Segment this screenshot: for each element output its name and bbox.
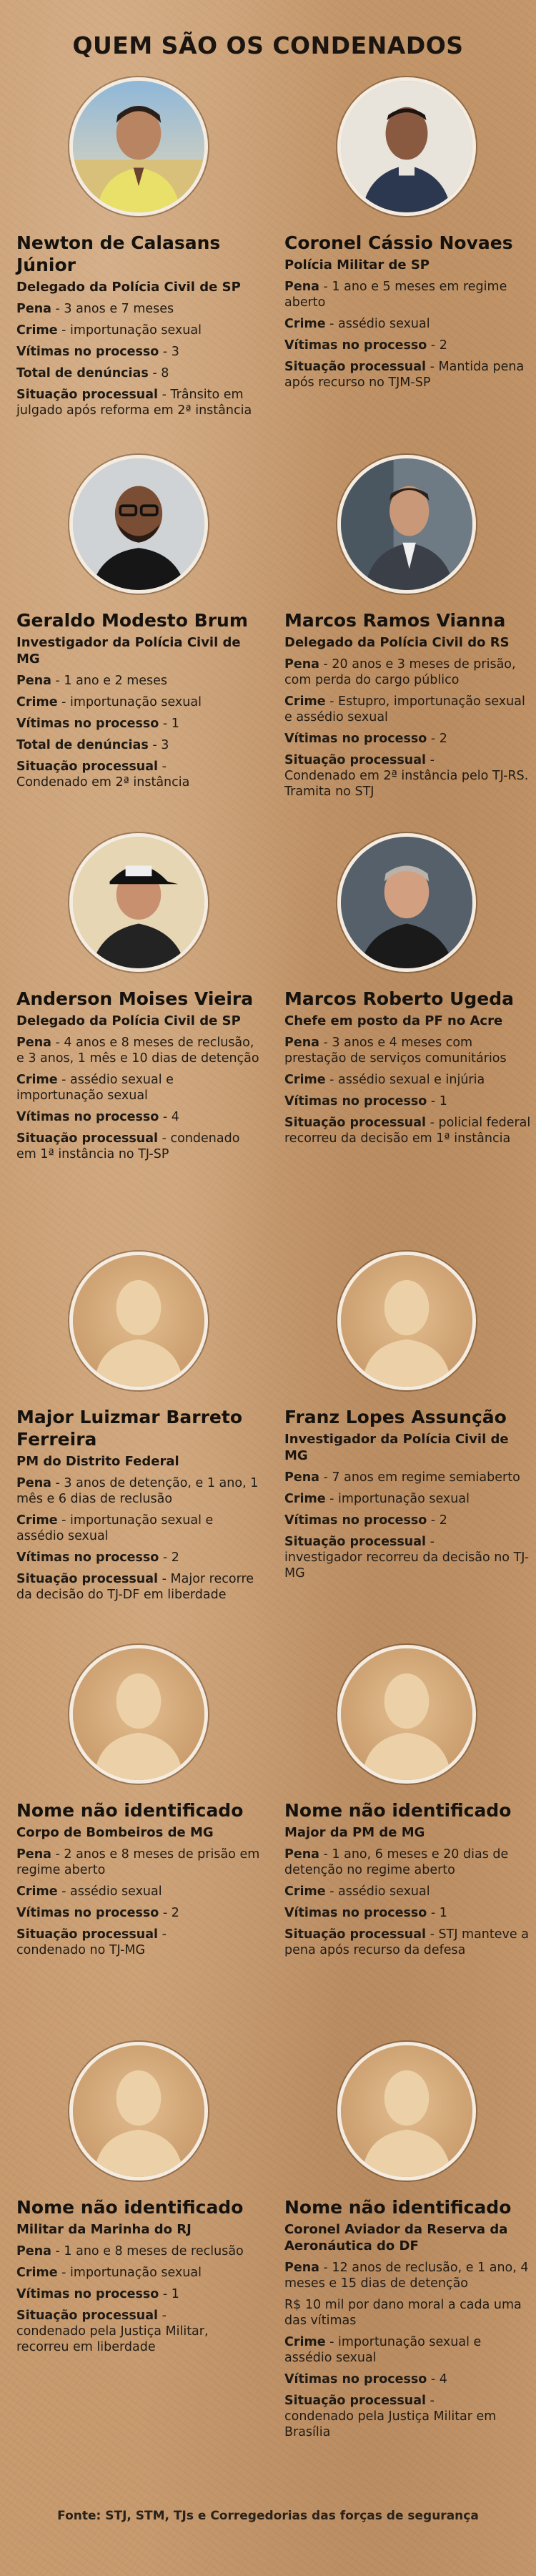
label-vitimas: Vítimas no processo (16, 2287, 159, 2301)
pena-value: 3 anos e 4 meses com prestação de serviços comunitários (284, 1036, 507, 1066)
person-card: Geraldo Modesto Brum Investigador da Polícia Civil de MG Pena - 1 ano e 2 meses Crime - importunação sexual Vítimas no processo - 1 Total de denúncias - 3 Situação processual - Condenado em 2ª instância (16, 455, 263, 790)
person-card: Anderson Moises Vieira Delegado da Polícia Civil de SP Pena - 4 anos e 8 meses de reclusão, e 3 anos, 1 mês e 10 dias de detenção Crime - assédio sexual e importunação sexual Vítimas no processo - 4 Situação processual - condenado em 1ª instância no TJ-SP (16, 833, 263, 1162)
label-pena: Pena (284, 657, 319, 672)
label-crime: Crime (284, 1492, 326, 1506)
vitimas-value: 1 (171, 717, 179, 731)
situacao-value: investigador recorreu da decisão no TJ-MG (284, 1550, 530, 1580)
person-name: Anderson Moises Vieira (16, 988, 254, 1009)
person-role: Delegado da Polícia Civil de SP (16, 280, 241, 295)
person-photo-icon (341, 458, 472, 590)
label-pena: Pena (16, 1036, 51, 1050)
crime-value: assédio sexual (70, 1884, 162, 1899)
person-silhouette-icon (73, 2045, 204, 2177)
label-pena: Pena (284, 1470, 319, 1485)
person-silhouette-icon (73, 1255, 204, 1387)
person-card: Nome não identificado Major da PM de MG Pena - 1 ano, 6 meses e 20 dias de detenção no regime aberto Crime - assédio sexual Vítimas no processo - 1 Situação processual - STJ manteve a pena após recurso da defesa (284, 1645, 531, 1958)
label-crime: Crime (16, 323, 58, 338)
person-name: Newton de Calasans Júnior (16, 232, 221, 275)
pena-value: 3 anos e 7 meses (64, 302, 174, 316)
pena-value: 12 anos de reclusão, e 1 ano, 4 meses e 15 dias de detenção (284, 2261, 529, 2291)
crime-value: assédio sexual (338, 1884, 430, 1899)
label-situacao: Situação processual (16, 1131, 159, 1146)
label-situacao: Situação processual (284, 2394, 427, 2408)
label-situacao: Situação processual (284, 1116, 427, 1130)
pena-value: 3 anos de detenção, e 1 ano, 1 mês e 6 dias de reclusão (16, 1476, 259, 1506)
person-name: Nome não identificado (284, 1800, 512, 1821)
person-role: Investigador da Polícia Civil de MG (284, 1432, 509, 1463)
crime-value: importunação sexual (70, 2266, 202, 2280)
extra-value: R$ 10 mil por dano moral a cada uma das vítimas (284, 2298, 522, 2328)
portrait-photo (69, 77, 208, 216)
portrait-photo (337, 77, 476, 216)
person-card: Major Luizmar Barreto Ferreira PM do Distrito Federal Pena - 3 anos de detenção, e 1 ano, 1 mês e 6 dias de reclusão Crime - importunação sexual e assédio sexual Vítimas no processo - 2 Situação processual - Major recorre da decisão do TJ-DF em liberdade (16, 1252, 263, 1603)
pena-value: 2 anos e 8 meses de prisão em regime aberto (16, 1847, 260, 1877)
label-situacao: Situação processual (16, 1927, 159, 1942)
label-crime: Crime (284, 1884, 326, 1899)
label-vitimas: Vítimas no processo (16, 1110, 159, 1124)
label-pena: Pena (16, 674, 51, 688)
label-pena: Pena (284, 1036, 319, 1050)
person-card: Newton de Calasans Júnior Delegado da Polícia Civil de SP Pena - 3 anos e 7 meses Crime - importunação sexual Vítimas no processo - 3 Total de denúncias - 8 Situação processual - Trânsito em julgado após reforma em 2ª instância (16, 77, 263, 418)
person-card: Nome não identificado Militar da Marinha do RJ Pena - 1 ano e 8 meses de reclusão Crime - importunação sexual Vítimas no processo - 1 Situação processual - condenado pela Justiça Militar, recorreu em liberdade (16, 2042, 263, 2355)
label-crime: Crime (16, 1073, 58, 1087)
situacao-value: condenado no TJ-MG (16, 1943, 146, 1957)
label-vitimas: Vítimas no processo (16, 717, 159, 731)
person-role: Corpo de Bombeiros de MG (16, 1825, 214, 1840)
vitimas-value: 1 (171, 2287, 179, 2301)
label-pena: Pena (284, 1847, 319, 1862)
label-vitimas: Vítimas no processo (16, 1550, 159, 1565)
person-name: Major Luizmar Barreto Ferreira (16, 1407, 242, 1450)
label-situacao: Situação processual (16, 1572, 159, 1586)
label-crime: Crime (16, 1513, 58, 1528)
label-situacao: Situação processual (16, 759, 159, 774)
person-name: Marcos Ramos Vianna (284, 610, 506, 631)
label-vitimas: Vítimas no processo (16, 345, 159, 359)
person-role: Major da PM de MG (284, 1825, 425, 1840)
label-crime: Crime (16, 1884, 58, 1899)
person-card: Nome não identificado Corpo de Bombeiros de MG Pena - 2 anos e 8 meses de prisão em regime aberto Crime - assédio sexual Vítimas no processo - 2 Situação processual - condenado no TJ-MG (16, 1645, 263, 1958)
portrait-placeholder (337, 1252, 476, 1390)
person-silhouette-icon (341, 1255, 472, 1387)
situacao-value: Mantida pena após recurso no TJM-SP (284, 360, 525, 390)
situacao-value: Trânsito em julgado após reforma em 2ª instância (16, 388, 252, 418)
person-role: Militar da Marinha do RJ (16, 2222, 192, 2237)
label-pena: Pena (16, 2244, 51, 2258)
person-name: Marcos Roberto Ugeda (284, 988, 515, 1009)
source-note: Fonte: STJ, STM, TJs e Corregedorias das forças de segurança (57, 2509, 479, 2523)
pena-value: 20 anos e 3 meses de prisão, com perda do cargo público (284, 657, 516, 687)
label-vitimas: Vítimas no processo (284, 1513, 427, 1528)
label-situacao: Situação processual (16, 2309, 159, 2323)
person-card: Coronel Cássio Novaes Polícia Militar de SP Pena - 1 ano e 5 meses em regime aberto Crime - assédio sexual Vítimas no processo - 2 Situação processual - Mantida pena após recurso no TJM-SP (284, 77, 531, 390)
crime-value: assédio sexual e importunação sexual (16, 1073, 174, 1103)
label-crime: Crime (284, 2335, 326, 2349)
person-silhouette-icon (341, 2045, 472, 2177)
portrait-photo (337, 455, 476, 594)
situacao-value: condenado pela Justiça Militar, recorreu em liberdade (16, 2324, 209, 2354)
label-situacao: Situação processual (284, 1535, 427, 1549)
portrait-placeholder (337, 2042, 476, 2181)
label-situacao: Situação processual (284, 360, 427, 374)
person-silhouette-icon (73, 1648, 204, 1780)
person-photo-icon (73, 458, 204, 590)
label-crime: Crime (284, 317, 326, 331)
person-role: Coronel Aviador da Reserva da Aeronáutica do DF (284, 2222, 508, 2253)
crime-value: importunação sexual e assédio sexual (16, 1513, 214, 1543)
label-crime: Crime (284, 1073, 326, 1087)
person-photo-icon (341, 81, 472, 212)
pena-value: 1 ano e 2 meses (64, 674, 168, 688)
portrait-placeholder (69, 1645, 208, 1784)
label-crime: Crime (284, 694, 326, 709)
label-crime: Crime (16, 695, 58, 709)
situacao-value: STJ manteve a pena após recurso da defesa (284, 1927, 529, 1957)
person-card: Marcos Roberto Ugeda Chefe em posto da PF no Acre Pena - 3 anos e 4 meses com prestação de serviços comunitários Crime - assédio sexual e injúria Vítimas no processo - 1 Situação processual - policial federal recorreu da decisão em 1ª instância (284, 833, 531, 1146)
person-silhouette-icon (341, 1648, 472, 1780)
vitimas-value: 3 (171, 345, 179, 359)
denuncias-value: 8 (161, 366, 169, 380)
vitimas-value: 4 (439, 2372, 447, 2386)
crime-value: Estupro, importunação sexual e assédio sexual (284, 694, 525, 724)
label-denuncias: Total de denúncias (16, 366, 149, 380)
pena-value: 1 ano e 5 meses em regime aberto (284, 280, 507, 310)
pena-value: 1 ano e 8 meses de reclusão (64, 2244, 244, 2258)
person-name: Geraldo Modesto Brum (16, 610, 248, 631)
vitimas-value: 2 (439, 338, 447, 353)
vitimas-value: 2 (171, 1906, 179, 1920)
person-role: Investigador da Polícia Civil de MG (16, 635, 241, 667)
person-name: Nome não identificado (16, 1800, 244, 1821)
crime-value: importunação sexual e assédio sexual (284, 2335, 482, 2365)
portrait-placeholder (69, 2042, 208, 2181)
crime-value: assédio sexual (338, 317, 430, 331)
person-role: Delegado da Polícia Civil do RS (284, 635, 510, 650)
person-card: Marcos Ramos Vianna Delegado da Polícia Civil do RS Pena - 20 anos e 3 meses de prisão, com perda do cargo público Crime - Estupro, importunação sexual e assédio sexual Vítimas no processo - 2 Situação processual - Condenado em 2ª instância pelo TJ-RS. Tramita no STJ (284, 455, 531, 800)
person-card: Franz Lopes Assunção Investigador da Polícia Civil de MG Pena - 7 anos em regime semiaberto Crime - importunação sexual Vítimas no processo - 2 Situação processual - investigador recorreu da decisão no TJ-MG (284, 1252, 531, 1581)
person-name: Coronel Cássio Novaes (284, 232, 513, 253)
portrait-placeholder (69, 1252, 208, 1390)
person-card: Nome não identificado Coronel Aviador da Reserva da Aeronáutica do DF Pena - 12 anos de reclusão, e 1 ano, 4 meses e 15 dias de detenção R$ 10 mil por dano moral a cada uma das vítimas Crime - importunação sexual e assédio sexual Vítimas no processo - 4 Situação processual - condenado pela Justiça Militar em Brasília (284, 2042, 531, 2440)
label-denuncias: Total de denúncias (16, 738, 149, 752)
person-role: Delegado da Polícia Civil de SP (16, 1013, 241, 1028)
label-pena: Pena (284, 2261, 319, 2275)
portrait-photo (69, 833, 208, 972)
person-name: Nome não identificado (284, 2197, 512, 2218)
situacao-value: policial federal recorreu da decisão em 1ª instância (284, 1116, 531, 1146)
person-photo-icon (73, 81, 204, 212)
crime-value: importunação sexual (70, 323, 202, 338)
crime-value: assédio sexual e injúria (338, 1073, 485, 1087)
label-pena: Pena (16, 1476, 51, 1490)
label-vitimas: Vítimas no processo (284, 1906, 427, 1920)
portrait-photo (337, 833, 476, 972)
pena-value: 4 anos e 8 meses de reclusão, e 3 anos, 1 mês e 10 dias de detenção (16, 1036, 259, 1066)
label-vitimas: Vítimas no processo (16, 1906, 159, 1920)
label-vitimas: Vítimas no processo (284, 1094, 427, 1108)
label-vitimas: Vítimas no processo (284, 338, 427, 353)
situacao-value: Major recorre da decisão do TJ-DF em liberdade (16, 1572, 254, 1602)
pena-value: 7 anos em regime semiaberto (332, 1470, 520, 1485)
label-pena: Pena (16, 1847, 51, 1862)
person-name: Nome não identificado (16, 2197, 244, 2218)
person-photo-icon (73, 837, 204, 968)
person-photo-icon (341, 837, 472, 968)
label-pena: Pena (16, 302, 51, 316)
crime-value: importunação sexual (338, 1492, 470, 1506)
situacao-value: condenado em 1ª instância no TJ-SP (16, 1131, 240, 1161)
portrait-placeholder (337, 1645, 476, 1784)
label-vitimas: Vítimas no processo (284, 732, 427, 746)
situacao-value: condenado pela Justiça Militar em Brasília (284, 2409, 497, 2439)
situacao-value: Condenado em 2ª instância (16, 775, 190, 790)
pena-value: 1 ano, 6 meses e 20 dias de detenção no regime aberto (284, 1847, 509, 1877)
label-situacao: Situação processual (284, 1927, 427, 1942)
label-vitimas: Vítimas no processo (284, 2372, 427, 2386)
vitimas-value: 2 (439, 1513, 447, 1528)
label-situacao: Situação processual (284, 753, 427, 767)
vitimas-value: 1 (439, 1906, 447, 1920)
portrait-photo (69, 455, 208, 594)
label-situacao: Situação processual (16, 388, 159, 402)
person-role: PM do Distrito Federal (16, 1454, 179, 1469)
label-pena: Pena (284, 280, 319, 294)
person-role: Chefe em posto da PF no Acre (284, 1013, 503, 1028)
person-role: Polícia Militar de SP (284, 257, 430, 272)
vitimas-value: 1 (439, 1094, 447, 1108)
crime-value: importunação sexual (70, 695, 202, 709)
vitimas-value: 4 (171, 1110, 179, 1124)
vitimas-value: 2 (171, 1550, 179, 1565)
denuncias-value: 3 (161, 738, 169, 752)
vitimas-value: 2 (439, 732, 447, 746)
person-name: Franz Lopes Assunção (284, 1407, 507, 1427)
situacao-value: Condenado em 2ª instância pelo TJ-RS. Tramita no STJ (284, 769, 529, 799)
page-title: QUEM SÃO OS CONDENADOS (72, 31, 464, 59)
label-crime: Crime (16, 2266, 58, 2280)
